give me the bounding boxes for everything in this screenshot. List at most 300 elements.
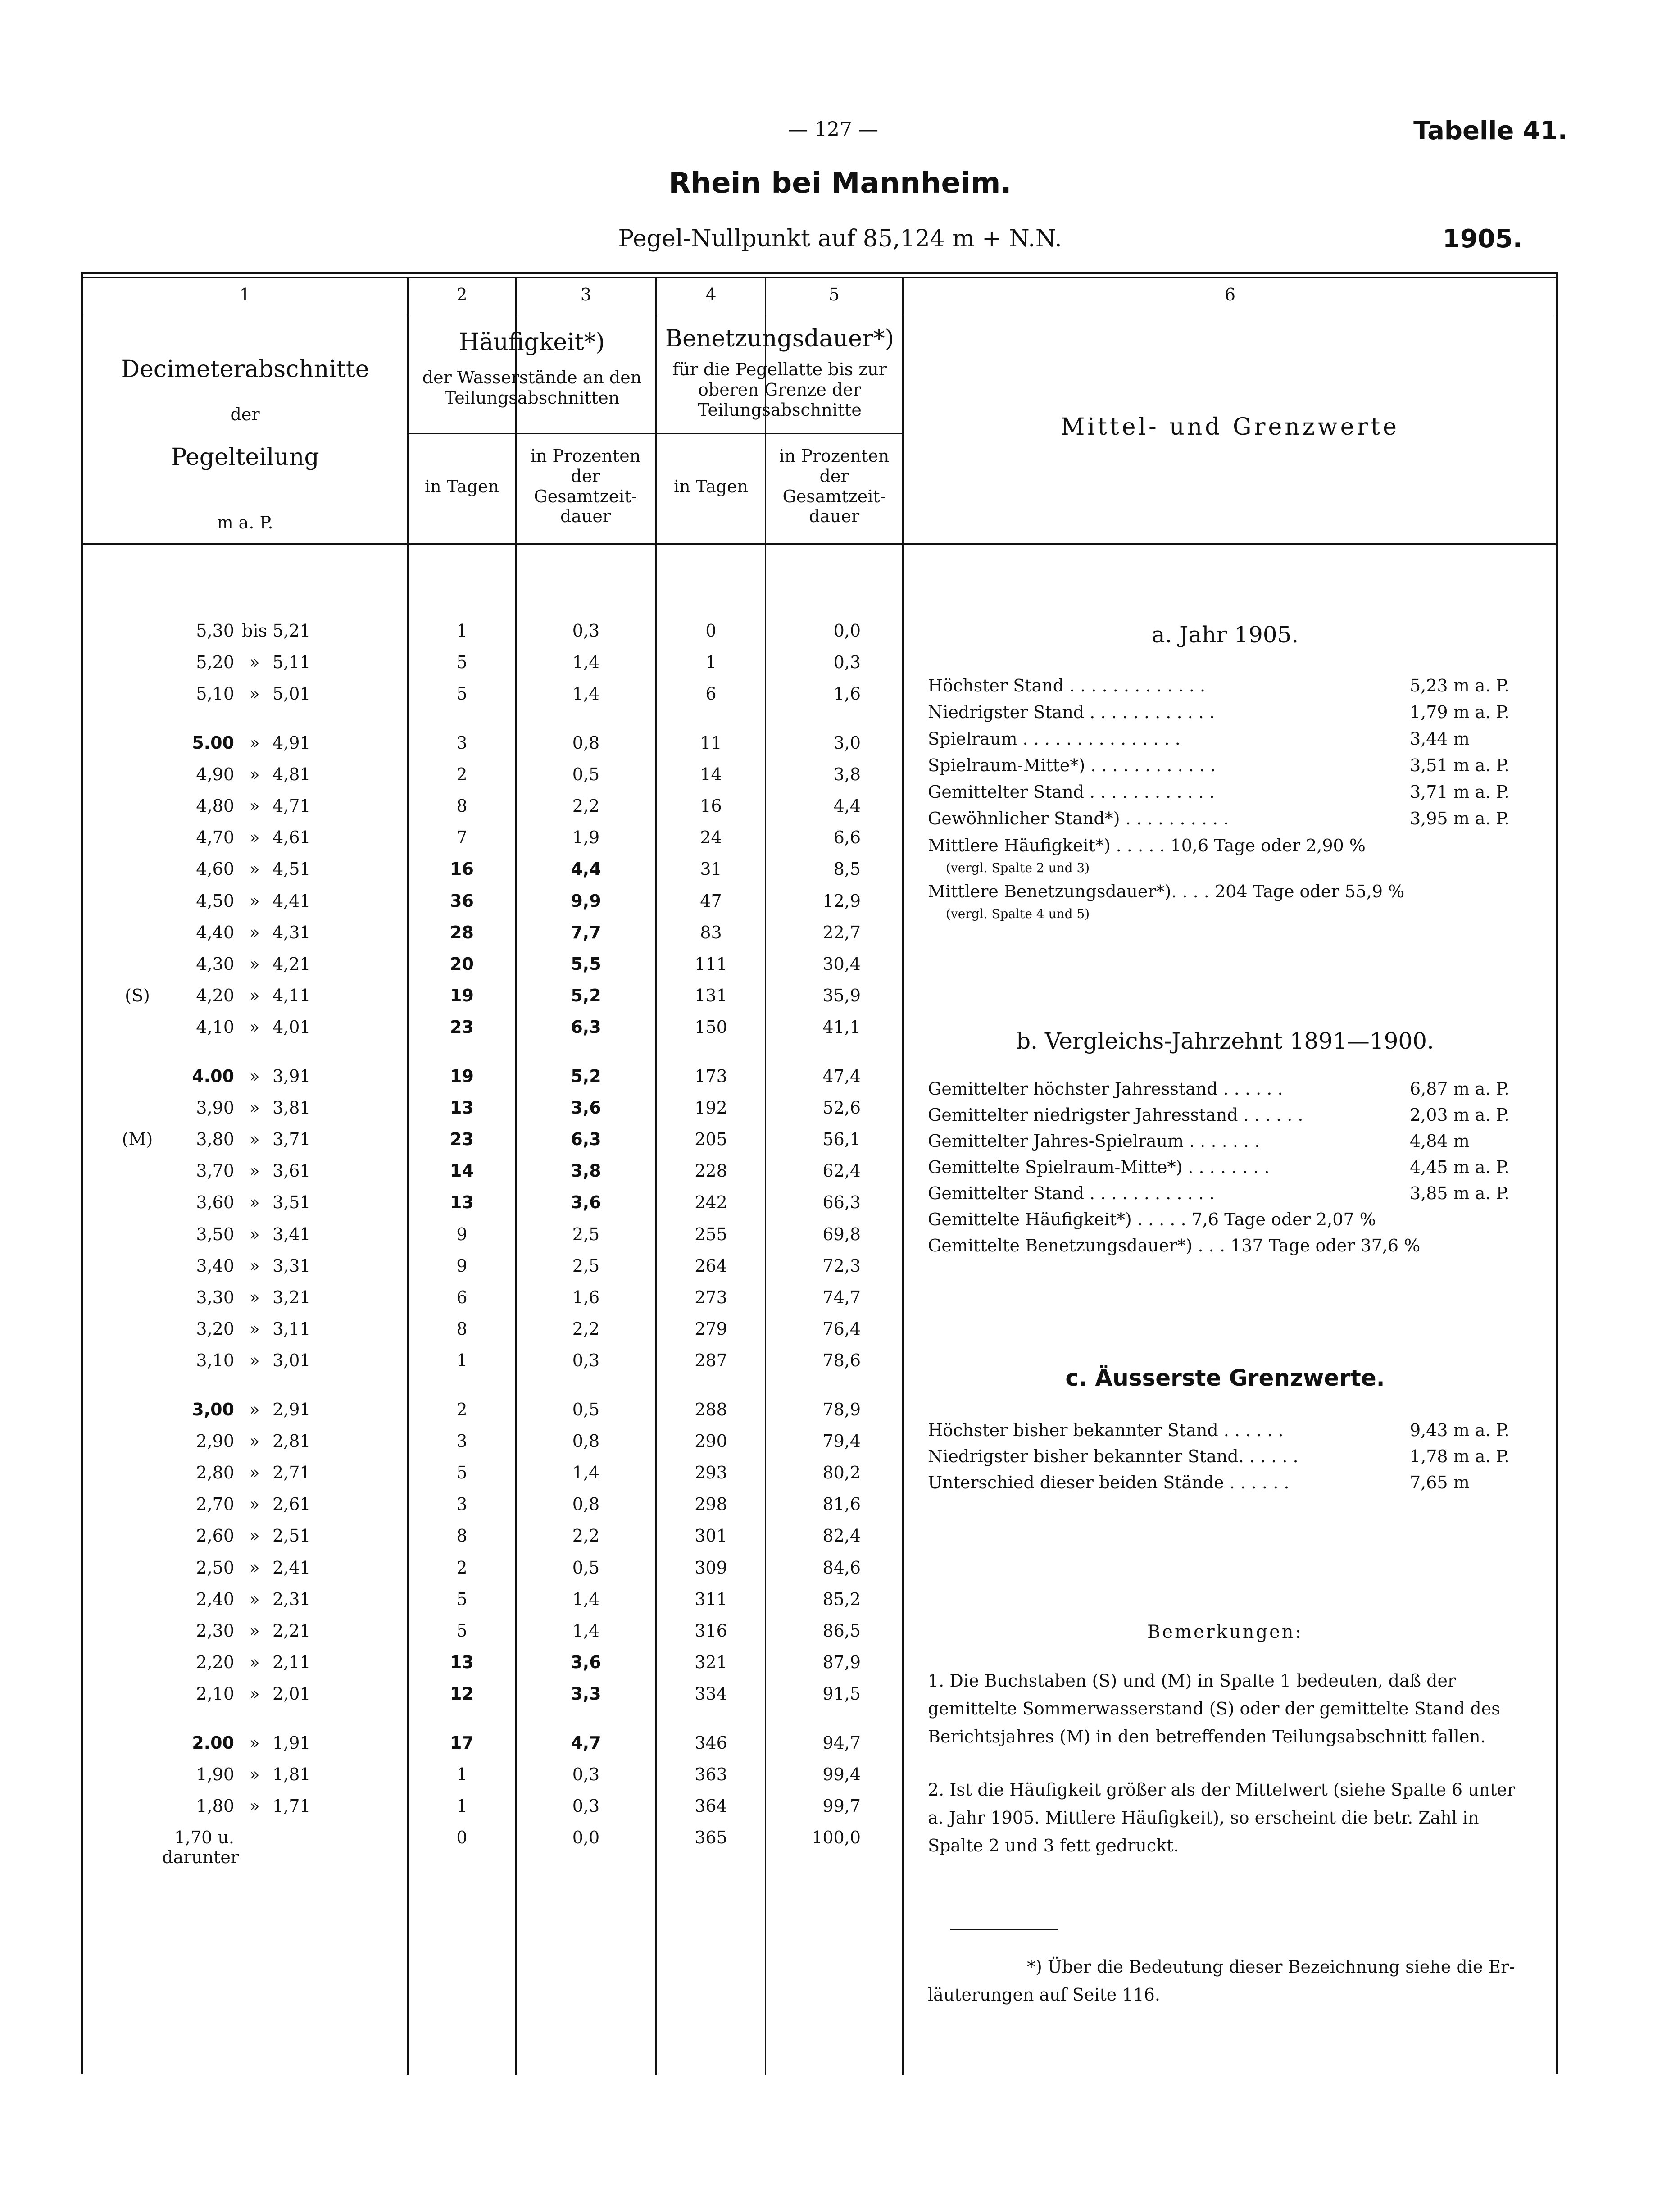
value-label: Höchster Stand . . . . . . . . . . . . . [928,676,1206,696]
row-sep: » [249,1287,260,1307]
col-num-2: 2 [456,285,468,305]
row-from: 5,20 [196,652,234,673]
row-wet-percent: 3,0 [833,732,861,753]
col1-header-der: der [230,405,260,424]
row-to: 5,11 [272,652,311,673]
row-wet-days: 192 [695,1097,727,1118]
row-from: 3,00 [192,1399,234,1419]
row-percent: 3,6 [571,1097,601,1118]
row-wet-days: 298 [695,1494,727,1514]
row-days: 3 [456,1494,468,1514]
row-sep: » [249,796,260,816]
row-wet-percent: 30,4 [822,954,861,974]
row-wet-percent: 72,3 [822,1255,861,1276]
row-to: 2,71 [272,1463,311,1483]
row-sep: » [249,891,260,911]
row-sep: » [249,1161,260,1181]
value: 3,51 m a. P. [1410,755,1510,775]
row-days: 3 [456,1431,468,1451]
row-wet-percent: 99,4 [822,1764,861,1784]
row-percent: 7,7 [571,922,601,942]
row-wet-percent: 82,4 [822,1526,861,1546]
col-num-1: 1 [239,285,251,305]
row-percent: 1,4 [572,1463,600,1483]
row-to: 4,31 [272,922,311,942]
value-label: Gewöhnlicher Stand*) . . . . . . . . . . [928,809,1229,828]
value-label: Gemittelter höchster Jahresstand . . . . . . [928,1079,1283,1099]
row-from: 1,70 u. darunter [162,1828,239,1868]
row-percent: 0,8 [572,1431,600,1451]
row-wet-percent: 78,6 [822,1351,861,1371]
row-days: 14 [450,1161,474,1181]
value-label: Gemittelter Jahres-Spielraum . . . . . . . [928,1131,1260,1151]
section-a-mittlere-benetzungsdauer: Mittlere Benetzungsdauer*). . . . 204 Tage oder 55,9 % [928,882,1405,901]
row-to: 3,31 [272,1255,311,1276]
row-to: 1,71 [272,1796,311,1816]
row-to: 2,61 [272,1494,311,1514]
page-title: Rhein bei Mannheim. [668,167,1012,200]
row-from: 3,20 [196,1319,234,1339]
row-to: 2,11 [272,1652,311,1673]
row-sep: » [249,1431,260,1451]
value: 7,65 m [1410,1473,1470,1492]
row-sep: » [249,1255,260,1276]
row-wet-percent: 8,5 [833,859,861,879]
row-wet-days: 264 [695,1255,727,1276]
row-wet-percent: 35,9 [822,986,861,1006]
row-percent: 6,3 [571,1129,601,1149]
row-wet-days: 364 [695,1796,727,1816]
row-percent: 2,2 [572,1526,600,1546]
value-label: Gemittelter Stand . . . . . . . . . . . . [928,782,1215,802]
row-percent: 0,3 [572,1796,600,1816]
row-to: 3,11 [272,1319,311,1339]
row-wet-days: 83 [700,922,722,942]
row-wet-days: 16 [700,796,722,816]
row-days: 2 [456,764,468,784]
row-from: 2.00 [192,1733,234,1753]
row-from: 4,50 [196,891,234,911]
row-days: 3 [456,732,468,753]
row-days: 1 [456,1351,468,1371]
row-percent: 6,3 [571,1017,601,1037]
page-subtitle: Pegel-Nullpunkt auf 85,124 m + N.N. [618,225,1062,252]
row-wet-days: 293 [695,1463,727,1483]
value-label: Spielraum-Mitte*) . . . . . . . . . . . . [928,755,1216,775]
row-to: 2,41 [272,1557,311,1578]
row-days: 19 [450,986,474,1006]
row-from: 4,20 [196,986,234,1006]
remarks-title: Bemerkungen: [1147,1622,1303,1642]
value-label: Gemittelter niedrigster Jahresstand . . . . . . [928,1105,1303,1125]
value: 3,44 m [1410,729,1470,749]
section-b-gemittelte-haeufigkeit: Gemittelte Häufigkeit*) . . . . . 7,6 Tage oder 2,07 % [928,1210,1376,1229]
footnote: *) Über die Bedeutung dieser Bezeichnung siehe die Erläuterungen auf Seite 116. [928,1957,1515,2005]
row-to: 4,71 [272,796,311,816]
row-sep: » [249,922,260,942]
row-to: 4,81 [272,764,311,784]
row-from: 5.00 [192,732,234,753]
col1-header-pegelteilung: Pegelteilung [171,444,319,471]
row-percent: 3,8 [571,1161,601,1181]
row-days: 8 [456,1526,468,1546]
row-percent: 2,5 [572,1224,600,1244]
row-from: 4,80 [196,796,234,816]
row-percent: 3,6 [571,1652,601,1673]
page-number: — 127 — [788,118,878,141]
row-days: 9 [456,1255,468,1276]
row-wet-days: 255 [695,1224,727,1244]
row-to: 4,51 [272,859,311,879]
row-days: 28 [450,922,474,942]
col3-header: in Prozenten der Gesamtzeit-dauer [530,446,641,527]
row-wet-days: 311 [695,1589,727,1609]
row-wet-percent: 47,4 [822,1066,861,1086]
value-label: Spielraum . . . . . . . . . . . . . . . [928,729,1181,749]
row-wet-percent: 1,6 [833,684,861,704]
row-days: 23 [450,1129,474,1149]
row-wet-percent: 6,6 [833,828,861,848]
value-label: Unterschied dieser beiden Stände . . . . . . [928,1473,1290,1492]
row-percent: 0,3 [572,1764,600,1784]
row-sep: » [249,1399,260,1419]
row-from: 3,80 [196,1129,234,1149]
row-percent: 0,0 [572,1828,600,1848]
row-wet-days: 205 [695,1129,727,1149]
row-sep: » [249,1097,260,1118]
row-wet-days: 316 [695,1621,727,1641]
row-sep: » [249,1494,260,1514]
row-wet-days: 228 [695,1161,727,1181]
row-wet-percent: 80,2 [822,1463,861,1483]
col5-header: in Prozenten der Gesamtzeit-dauer [779,446,890,527]
row-percent: 9,9 [571,891,601,911]
row-from: 3,30 [196,1287,234,1307]
row-to: 1,91 [272,1733,311,1753]
row-sep: » [249,1796,260,1816]
row-to: 2,21 [272,1621,311,1641]
row-wet-percent: 41,1 [822,1017,861,1037]
row-days: 12 [450,1684,474,1704]
row-wet-percent: 74,7 [822,1287,861,1307]
row-to: 1,81 [272,1764,311,1784]
row-to: 3,81 [272,1097,311,1118]
row-days: 36 [450,891,474,911]
row-percent: 0,8 [572,732,600,753]
value-label: Niedrigster Stand . . . . . . . . . . . . [928,702,1215,722]
row-wet-days: 301 [695,1526,727,1546]
row-percent: 2,2 [572,796,600,816]
row-percent: 4,4 [571,859,601,879]
row-sep: » [249,954,260,974]
row-days: 17 [450,1733,474,1753]
row-from: 3,70 [196,1161,234,1181]
row-wet-percent: 4,4 [833,796,861,816]
row-days: 20 [450,954,474,974]
row-wet-days: 24 [700,828,722,848]
row-wet-days: 309 [695,1557,727,1578]
row-from: 1,90 [196,1764,234,1784]
row-to: 4,11 [272,986,311,1006]
row-days: 16 [450,859,474,879]
row-wet-days: 14 [700,764,722,784]
row-sep: » [249,1526,260,1546]
value-label: Gemittelte Spielraum-Mitte*) . . . . . . . . [928,1157,1270,1177]
row-wet-days: 111 [695,954,727,974]
row-percent: 1,9 [572,828,600,848]
row-to: 2,01 [272,1684,311,1704]
row-wet-days: 0 [705,621,717,641]
col-num-4: 4 [705,285,717,305]
row-sep: » [249,1192,260,1213]
row-wet-percent: 52,6 [822,1097,861,1118]
row-from: 3,40 [196,1255,234,1276]
row-wet-days: 31 [700,859,722,879]
section-a-title: a. Jahr 1905. [1151,622,1299,648]
row-to: 3,61 [272,1161,311,1181]
row-wet-percent: 22,7 [822,922,861,942]
row-percent: 1,4 [572,1589,600,1609]
row-wet-percent: 78,9 [822,1399,861,1419]
row-to: 3,41 [272,1224,311,1244]
row-sep: » [249,1319,260,1339]
remark-1: 1. Die Buchstaben (S) und (M) in Spalte 1 bedeuten, daß der gemittelte Sommerwasserstand (S) oder der gemittelte Stand des Berichtsjahres (M) in den betreffenden Teilungsabschnitt fallen. [928,1671,1500,1746]
row-wet-percent: 0,0 [833,621,861,641]
section-c-title: c. Äusserste Grenzwerte. [1065,1365,1385,1391]
row-wet-percent: 94,7 [822,1733,861,1753]
row-percent: 4,7 [571,1733,601,1753]
row-from: 4,60 [196,859,234,879]
row-wet-percent: 79,4 [822,1431,861,1451]
row-from: 4,70 [196,828,234,848]
row-wet-percent: 86,5 [822,1621,861,1641]
row-sep: » [249,1224,260,1244]
row-days: 5 [456,1463,468,1483]
row-to: 3,51 [272,1192,311,1213]
row-days: 8 [456,796,468,816]
row-days: 5 [456,684,468,704]
row-to: 4,41 [272,891,311,911]
row-percent: 1,4 [572,652,600,673]
row-from: 2,30 [196,1621,234,1641]
value: 3,85 m a. P. [1410,1183,1510,1203]
row-from: 5,10 [196,684,234,704]
row-from: 2,20 [196,1652,234,1673]
row-sep: » [249,828,260,848]
row-sep: » [249,1463,260,1483]
row-wet-days: 279 [695,1319,727,1339]
row-wet-days: 11 [700,732,722,753]
row-days: 13 [450,1097,474,1118]
table-number: Tabelle 41. [1413,116,1567,146]
section-a-mb-note: (vergl. Spalte 4 und 5) [946,906,1090,921]
row-days: 5 [456,1621,468,1641]
col1-header-title: Decimeterabschnitte [121,356,369,383]
year-label: 1905. [1442,224,1522,254]
haeufigkeit-subtitle: der Wasserstände an den Teilungsabschnitten [422,368,642,408]
value: 1,78 m a. P. [1410,1446,1510,1466]
row-sep: » [249,1684,260,1704]
row-sep: » [249,859,260,879]
value-label: Niedrigster bisher bekannter Stand. . . . . . [928,1446,1299,1466]
row-wet-days: 131 [695,986,727,1006]
row-wet-days: 287 [695,1351,727,1371]
row-from: 2,80 [196,1463,234,1483]
value: 3,95 m a. P. [1410,809,1510,828]
row-from: 4,90 [196,764,234,784]
row-sep: » [249,1129,260,1149]
row-percent: 2,2 [572,1319,600,1339]
row-wet-percent: 84,6 [822,1557,861,1578]
row-to: 2,31 [272,1589,311,1609]
row-days: 2 [456,1557,468,1578]
row-wet-days: 47 [700,891,722,911]
row-from: 1,80 [196,1796,234,1816]
row-percent: 0,3 [572,1351,600,1371]
row-wet-percent: 12,9 [822,891,861,911]
row-days: 5 [456,652,468,673]
row-wet-days: 173 [695,1066,727,1086]
col6-header: Mittel- und Grenzwerte [1061,414,1399,441]
row-from: 2,70 [196,1494,234,1514]
row-from: 2,90 [196,1431,234,1451]
row-to: 4,01 [272,1017,311,1037]
row-days: 2 [456,1399,468,1419]
row-wet-days: 1 [705,652,717,673]
row-days: 13 [450,1192,474,1213]
row-wet-days: 273 [695,1287,727,1307]
row-from: 3,50 [196,1224,234,1244]
row-percent: 0,5 [572,764,600,784]
row-percent: 0,5 [572,1399,600,1419]
value-label: Höchster bisher bekannter Stand . . . . . . [928,1420,1284,1440]
row-from: 4,10 [196,1017,234,1037]
row-percent: 5,5 [571,954,601,974]
row-sep: » [249,1066,260,1086]
row-from: 5,30 [196,621,234,641]
row-sep: » [249,1764,260,1784]
row-to: 3,71 [272,1129,311,1149]
col1-header-unit: m a. P. [217,513,273,532]
row-percent: 1,4 [572,684,600,704]
row-to: 3,91 [272,1066,311,1086]
row-to: 3,01 [272,1351,311,1371]
row-days: 1 [456,1796,468,1816]
row-days: 5 [456,1589,468,1609]
row-percent: 0,8 [572,1494,600,1514]
row-wet-percent: 87,9 [822,1652,861,1673]
row-percent: 5,2 [571,1066,601,1086]
row-percent: 0,3 [572,621,600,641]
value: 1,79 m a. P. [1410,702,1510,722]
row-days: 19 [450,1066,474,1086]
row-from: 3,90 [196,1097,234,1118]
col-num-3: 3 [580,285,592,305]
row-days: 7 [456,828,468,848]
row-wet-percent: 85,2 [822,1589,861,1609]
row-percent: 3,3 [571,1684,601,1704]
row-days: 13 [450,1652,474,1673]
value: 4,84 m [1410,1131,1470,1151]
col4-header: in Tagen [673,477,749,496]
row-sep: » [249,1017,260,1037]
row-days: 6 [456,1287,468,1307]
row-from: 3,10 [196,1351,234,1371]
row-wet-percent: 62,4 [822,1161,861,1181]
row-from: 2,40 [196,1589,234,1609]
row-percent: 3,6 [571,1192,601,1213]
row-wet-days: 150 [695,1017,727,1037]
row-wet-days: 363 [695,1764,727,1784]
section-b-title: b. Vergleichs-Jahrzehnt 1891—1900. [1016,1028,1434,1054]
row-wet-days: 321 [695,1652,727,1673]
row-percent: 1,4 [572,1621,600,1641]
row-marker: (S) [125,986,150,1006]
value: 5,23 m a. P. [1410,676,1510,696]
row-days: 1 [456,621,468,641]
row-to: 5,01 [272,684,311,704]
row-from: 2,60 [196,1526,234,1546]
row-to: 2,81 [272,1431,311,1451]
benetzungsdauer-title: Benetzungsdauer*) [665,325,894,352]
row-percent: 5,2 [571,986,601,1006]
row-wet-days: 290 [695,1431,727,1451]
row-wet-percent: 3,8 [833,764,861,784]
haeufigkeit-title: Häufigkeit*) [459,329,605,356]
value-label: Gemittelter Stand . . . . . . . . . . . . [928,1183,1215,1203]
section-a-mh-note: (vergl. Spalte 2 und 3) [946,860,1090,875]
row-wet-percent: 91,5 [822,1684,861,1704]
row-sep: » [249,1652,260,1673]
row-sep: » [249,1733,260,1753]
row-sep: » [249,732,260,753]
row-from: 2,10 [196,1684,234,1704]
row-wet-percent: 56,1 [822,1129,861,1149]
row-to: 3,21 [272,1287,311,1307]
row-days: 1 [456,1764,468,1784]
row-wet-percent: 0,3 [833,652,861,673]
row-wet-days: 365 [695,1828,727,1848]
section-a-mittlere-haeufigkeit: Mittlere Häufigkeit*) . . . . . 10,6 Tage oder 2,90 % [928,836,1366,855]
row-sep: » [249,1351,260,1371]
row-to: 2,91 [272,1399,311,1419]
row-wet-days: 346 [695,1733,727,1753]
row-wet-days: 6 [705,684,717,704]
benetzungsdauer-subtitle: für die Pegellatte bis zur oberen Grenze der Teilungsabschnitte [672,359,887,420]
row-from: 3,60 [196,1192,234,1213]
col-num-5: 5 [828,285,840,305]
row-days: 8 [456,1319,468,1339]
row-to: 4,21 [272,954,311,974]
row-percent: 0,5 [572,1557,600,1578]
row-from: 4,40 [196,922,234,942]
value: 4,45 m a. P. [1410,1157,1510,1177]
row-from: 4,30 [196,954,234,974]
row-wet-days: 334 [695,1684,727,1704]
remark-2: 2. Ist die Häufigkeit größer als der Mittelwert (siehe Spalte 6 unter a. Jahr 1905. Mittlere Häufigkeit), so erscheint die betr. Zahl in Spalte 2 und 3 fett gedruckt. [928,1780,1516,1855]
row-wet-days: 288 [695,1399,727,1419]
row-to: 5,21 [272,621,311,641]
row-wet-percent: 66,3 [822,1192,861,1213]
row-to: 4,91 [272,732,311,753]
row-sep: » [249,1621,260,1641]
value: 9,43 m a. P. [1410,1420,1510,1440]
row-sep: » [249,684,260,704]
row-sep: » [249,652,260,673]
footnote-divider [950,1929,1058,1930]
row-percent: 2,5 [572,1255,600,1276]
row-sep: » [249,764,260,784]
